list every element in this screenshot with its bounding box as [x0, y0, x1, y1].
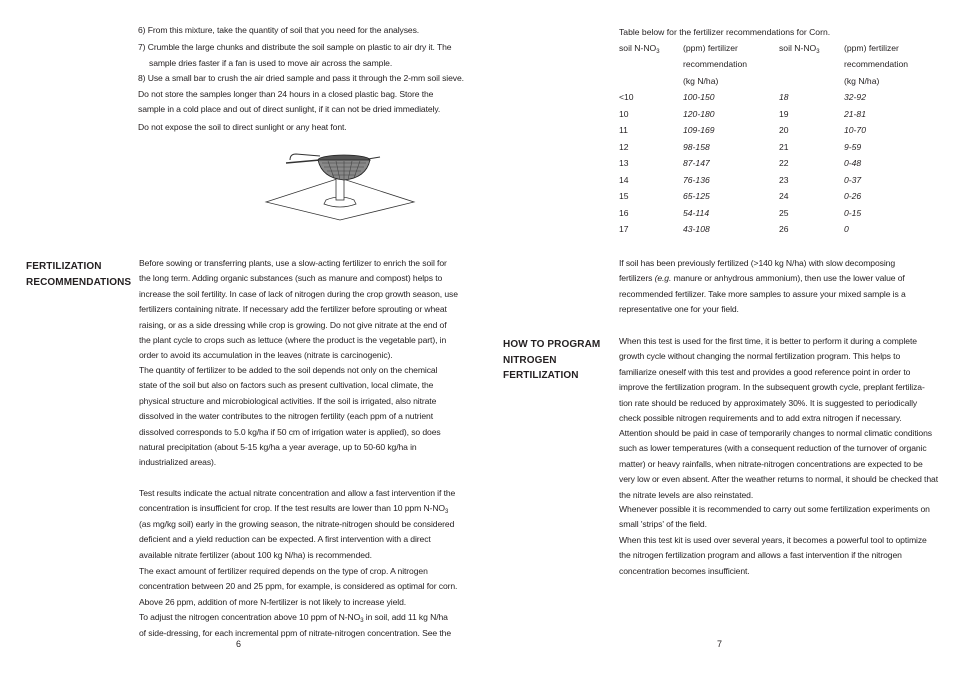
table-cell: 23 — [779, 174, 789, 185]
text-line — [619, 271, 929, 286]
fertilization-para-2 — [139, 363, 452, 471]
text-line — [139, 610, 452, 625]
table-cell: 0-26 — [844, 191, 862, 201]
previous-fertilization-note — [619, 256, 929, 318]
text-line: very low or even absent. After the weather returns to normal, it should be checked that — [619, 474, 938, 485]
step-8: 8) Use a small bar to crush the air dried sample and pass it through the 2-mm soil sieve. — [138, 73, 464, 84]
table-cell: 17 — [619, 224, 629, 234]
text-line: available nitrate fertilizer (about 100 kg N/ha) is recommended. — [139, 549, 372, 560]
subscript: 3 — [816, 49, 820, 55]
text-line: industrialized areas). — [139, 457, 217, 468]
text-line: such as lower temperatures (with a consequent reduction of the turnover of organic — [619, 443, 927, 454]
text-line: natural precipitation (about 5-15 kg/ha a year average, up to 50-60 kg/ha in — [139, 442, 417, 453]
text-line: the long term. Adding organic substances (such as manure and compost) helps to — [139, 273, 443, 284]
heading-line-3: FERTILIZATION — [503, 370, 579, 381]
text-line: dissolved corresponds to 5.0 kg/ha if 50 cm of irrigation water is applied), so does — [139, 426, 441, 437]
table-row — [619, 106, 919, 123]
text-fragment: soil N-NO — [779, 43, 817, 53]
text-line: fertilizers containing nitrate. If necessary add the fertilizer before sprouting or wheat — [139, 304, 447, 315]
program-para-3 — [619, 502, 929, 533]
table-cell: 16 — [619, 207, 629, 218]
text-line: When this test kit is used over several years, it becomes a powerful tool to optimize — [619, 535, 927, 545]
text-fragment: in soil, add 11 kg N/ha — [363, 612, 448, 623]
table-cell: 19 — [779, 108, 789, 119]
fertilization-para-3 — [139, 486, 456, 563]
text-line: dissolved in the water contributes to the nitrogen fertility (each ppm of a nutrient — [139, 411, 433, 422]
heading-line-1: HOW TO PROGRAM — [503, 339, 601, 350]
text-line: If soil has been previously fertilized (>140 kg N/ha) with slow decomposing — [619, 258, 895, 268]
section-heading-fertilization — [26, 259, 131, 290]
table-cell: 109-169 — [683, 125, 715, 135]
col-header-unit-left: (kg N/ha) — [683, 76, 719, 86]
col-header-soil-left — [619, 40, 660, 57]
text-line: The quantity of fertilizer to be added to the soil depends not only on the chemical — [139, 365, 438, 375]
text-line: of side-dressing, for each incremental ppm of nitrate-nitrogen concentration. See the — [139, 627, 452, 638]
step-7: 7) Crumble the large chunks and distribute the soil sample on plastic to air dry it. The — [138, 42, 452, 53]
col-header-reco-right: recommendation — [844, 59, 909, 69]
text-line: Test results indicate the actual nitrate concentration and allow a fast intervention if the — [139, 488, 456, 498]
text-fragment: concentration is insufficient for crop. If the test results are lower than 10 ppm N-NO — [139, 503, 446, 514]
program-para-1 — [619, 334, 929, 426]
text-line: the plant cycle to crops such as lettuce (where the product is the vegetable part), in — [139, 335, 447, 346]
heading-line-2: NITROGEN — [503, 354, 557, 366]
table-cell: 87-147 — [683, 158, 710, 168]
table-cell: 18 — [779, 92, 789, 102]
text-line: deficient and a yield reduction can be expected. A first intervention with a direct — [139, 534, 431, 545]
table-cell: 100-150 — [683, 92, 715, 102]
table-cell: 26 — [779, 224, 789, 234]
table-row — [619, 205, 919, 222]
table-cell: 0 — [844, 224, 849, 234]
text-fragment: soil N-NO — [619, 43, 657, 53]
table-cell: 12 — [619, 141, 629, 152]
text-line: concentration between 20 and 25 ppm, for example, is considered as optimal for corn. — [139, 581, 458, 592]
col-header-ppm-left: (ppm) fertilizer — [683, 43, 738, 53]
text-line: tion rate should be reduced by approximately 30%. It is suggested to periodically — [619, 397, 918, 408]
table-row — [619, 188, 919, 205]
text-line: Above 26 ppm, addition of more N-fertilizer is not likely to increase yield. — [139, 596, 407, 607]
program-para-2 — [619, 426, 938, 503]
table-cell: 21 — [779, 141, 789, 152]
table-cell: 13 — [619, 158, 629, 168]
text-line: state of the soil but also on factors such as present cultivation, local climate, the — [139, 380, 434, 391]
table-cell: 25 — [779, 207, 789, 218]
col-header-reco-left: recommendation — [683, 59, 748, 69]
table-cell: 10-70 — [844, 125, 866, 135]
text-fragment: manure or anhydrous ammonium), then use the lower value of — [671, 273, 905, 284]
text-line: When this test is used for the first time, it is better to perform it during a complete — [619, 336, 917, 346]
fertilization-para-4 — [139, 564, 458, 641]
section-heading-program — [503, 337, 600, 384]
text-fragment: (e.g. — [654, 273, 672, 284]
sieve-icon — [262, 150, 418, 222]
right-page — [477, 0, 954, 677]
text-line: representative one for your field. — [619, 304, 739, 315]
text-line: the nitrogen fertilization program and allows a fast intervention if the nitrogen — [619, 550, 902, 561]
table-row — [619, 155, 919, 172]
page-number-7: 7 — [717, 639, 723, 649]
table-cell: 54-114 — [683, 207, 710, 218]
table-cell: 32-92 — [844, 92, 866, 102]
table-cell: <10 — [619, 92, 634, 102]
table-cell: 22 — [779, 158, 789, 168]
table-cell: 14 — [619, 174, 629, 185]
table-cell: 24 — [779, 191, 789, 201]
text-line: familiarize oneself with this test and provides a good reference point in order to — [619, 366, 911, 377]
table-cell: 65-125 — [683, 191, 710, 201]
storage-note-2: sample in a cold place and out of direct sunlight, if it can not be dried immediately. — [138, 104, 441, 115]
text-line: improve the fertilization program. In the subsequent growth cycle, preplant fertiliza- — [619, 382, 925, 393]
table-cell: 0-48 — [844, 158, 862, 168]
step-7-cont: sample dries faster if a fan is used to move air across the sample. — [149, 57, 393, 68]
table-cell: 11 — [619, 125, 628, 135]
table-row — [619, 139, 919, 156]
table-cell: 20 — [779, 125, 789, 135]
text-line: order to avoid its accumulation in the leaves (nitrate is carcinogenic). — [139, 350, 393, 361]
table-cell: 15 — [619, 191, 629, 201]
text-line: check possible nitrogen requirements and to add extra nitrogen if necessary. — [619, 413, 902, 424]
col-header-soil-right — [779, 40, 820, 57]
table-row — [619, 221, 919, 238]
heading-line-1: FERTILIZATION — [26, 261, 102, 272]
table-intro: Table below for the fertilizer recommendations for Corn. — [619, 27, 831, 37]
page-number-6: 6 — [236, 639, 242, 649]
table-cell: 0-37 — [844, 174, 862, 185]
fertilization-para-1 — [139, 256, 458, 364]
text-line: raising, or as a side dressing while crop is growing. Do not give nitrate at the end of — [139, 319, 447, 330]
table-row — [619, 89, 919, 106]
table-cell: 21-81 — [844, 108, 866, 119]
col-header-ppm-right: (ppm) fertilizer — [844, 43, 899, 53]
table-cell: 43-108 — [683, 224, 710, 234]
subscript: 3 — [445, 509, 449, 516]
drying-steps — [138, 23, 464, 136]
table-cell: 120-180 — [683, 108, 715, 119]
program-para-4 — [619, 533, 929, 579]
text-line: Whenever possible it is recommended to carry out some fertilization experiments on — [619, 504, 930, 514]
text-line: matter) or heavy rainfalls, when nitrate-nitrogen concentrations are expected to be — [619, 458, 923, 469]
text-line: physical structure and microbiological activities. If the soil is irrigated, also nitrate — [139, 395, 437, 406]
table-cell: 9-59 — [844, 141, 862, 152]
text-line: the nitrate levels are also reinstated. — [619, 489, 754, 500]
text-line: concentration becomes insufficient. — [619, 565, 750, 576]
subscript: 3 — [360, 618, 364, 625]
corn-fertilizer-table — [619, 89, 919, 238]
text-line: recommended fertilizer. Take more samples to assure your mixed sample is a — [619, 288, 906, 299]
table-row — [619, 122, 919, 139]
storage-note-3: Do not expose the soil to direct sunlight or any heat font. — [138, 122, 347, 133]
text-line: (as mg/kg soil) early in the growing season, the nitrate-nitrogen should be considered — [139, 518, 455, 529]
text-line: small 'strips' of the field. — [619, 519, 707, 530]
table-cell: 0-15 — [844, 207, 862, 218]
col-header-unit-right: (kg N/ha) — [844, 76, 880, 86]
text-fragment: fertilizers — [619, 273, 655, 284]
step-6: 6) From this mixture, take the quantity of soil that you need for the analyses. — [138, 25, 420, 35]
subscript: 3 — [656, 49, 660, 55]
text-line — [139, 501, 452, 516]
text-line: increase the soil fertility. In case of lack of nitrogen during the crop growth season, use — [139, 288, 458, 299]
table-cell: 76-136 — [683, 174, 710, 185]
text-line: Attention should be paid in case of temporarily changes to normal climatic conditions — [619, 428, 932, 438]
table-cell: 98-158 — [683, 141, 710, 152]
table-cell: 10 — [619, 108, 629, 119]
text-line: growth cycle without changing the normal fertilization program. This helps to — [619, 351, 901, 362]
text-line: The exact amount of fertilizer required depends on the type of crop. A nitrogen — [139, 566, 428, 576]
table-row — [619, 172, 919, 189]
heading-line-2: RECOMMENDATIONS — [26, 276, 132, 288]
text-fragment: To adjust the nitrogen concentration above 10 ppm of N-NO — [139, 612, 361, 623]
text-line: Before sowing or transferring plants, use a slow-acting fertilizer to enrich the soil for — [139, 258, 447, 268]
storage-note-1: Do not store the samples longer than 24 hours in a closed plastic bag. Store the — [138, 88, 434, 99]
